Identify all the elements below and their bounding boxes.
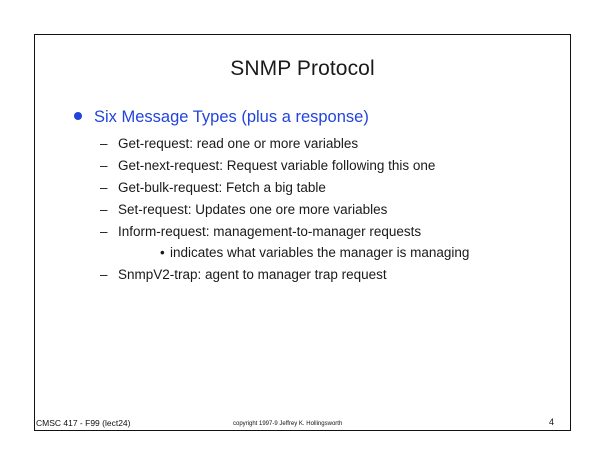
list-item-text: SnmpV2-trap: agent to manager trap request <box>118 267 387 282</box>
bullet-icon: • <box>160 245 165 260</box>
dash-icon: – <box>100 158 108 173</box>
main-bullet <box>74 108 369 127</box>
page-number: 4 <box>549 417 555 427</box>
list-item-text: Get-bulk-request: Fetch a big table <box>118 180 326 195</box>
slide-title: SNMP Protocol <box>230 57 375 80</box>
list-item-text: Get-request: read one or more variables <box>118 136 359 151</box>
dash-icon: – <box>100 180 108 195</box>
nested-list-item <box>160 245 469 260</box>
list-item <box>100 180 326 195</box>
list-item <box>100 136 358 151</box>
nested-list-item-text: indicates what variables the manager is managing <box>170 245 470 260</box>
list-item <box>100 267 387 282</box>
dash-icon: – <box>100 267 108 282</box>
list-item <box>100 224 421 239</box>
dash-icon: – <box>100 136 108 151</box>
list-item-text: Get-next-request: Request variable following this one <box>118 158 436 173</box>
list-item-text: Set-request: Updates one ore more variables <box>118 202 388 217</box>
list-item-text: Inform-request: management-to-manager requests <box>118 224 422 239</box>
list-item <box>100 202 387 217</box>
list-item <box>100 158 435 173</box>
main-bullet-text: Six Message Types (plus a response) <box>94 108 369 126</box>
dash-icon: – <box>100 224 108 239</box>
footer-copyright: copyright 1997-9 Jeffrey K. Hollingsworth <box>233 421 343 427</box>
bullet-dot-icon <box>74 112 82 120</box>
dash-icon: – <box>100 202 108 217</box>
footer-course: CMSC 417 - F99 (lect24) <box>36 418 131 428</box>
